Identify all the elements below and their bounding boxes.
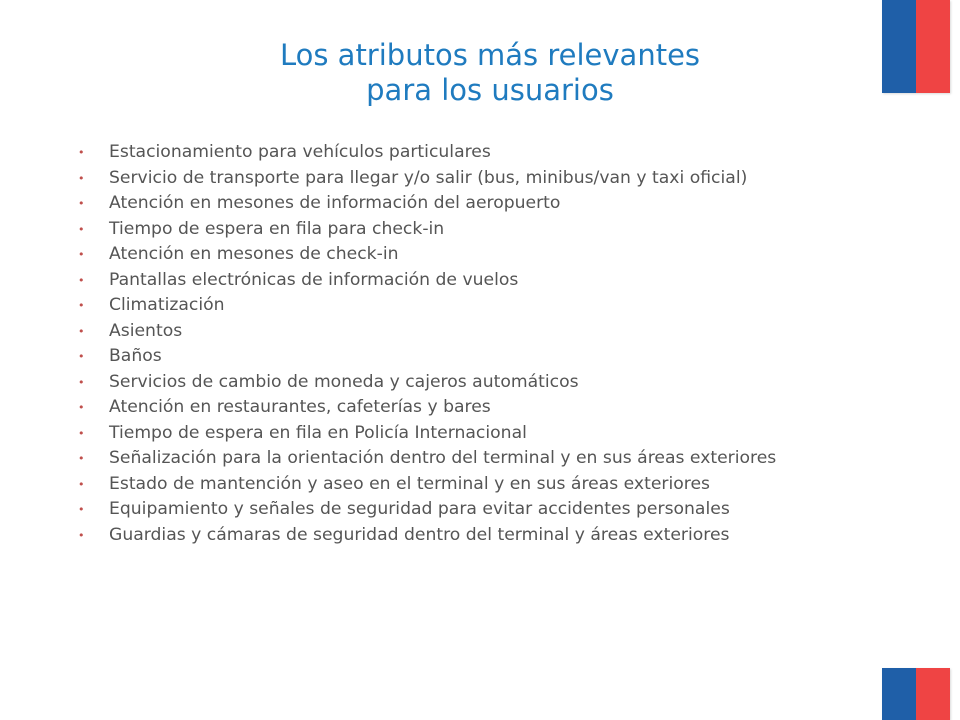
attribute-item [78, 191, 908, 217]
attribute-item [78, 319, 908, 345]
attribute-text: Baños [109, 346, 162, 366]
flag-red-band [916, 668, 950, 720]
attribute-item [78, 293, 908, 319]
attribute-text: Estacionamiento para vehículos particulares [109, 142, 491, 162]
attribute-text: Tiempo de espera en fila para check-in [109, 218, 445, 239]
attribute-item [78, 446, 908, 472]
bullet-icon: • [78, 299, 85, 312]
attribute-text: Señalización para la orientación dentro del terminal y en sus áreas exteriores [109, 448, 777, 468]
flag-red-band [916, 0, 950, 93]
bullet-icon: • [78, 503, 85, 516]
attribute-item [78, 370, 908, 396]
bullet-icon: • [78, 528, 85, 542]
attribute-text: Estado de mantención y aseo en el terminal y en sus áreas exteriores [109, 473, 710, 494]
slide-title-line-2: para los usuarios [366, 73, 614, 107]
flag-blue-band [882, 668, 916, 720]
bullet-icon: • [78, 324, 85, 338]
flag-blue-band [882, 0, 916, 93]
attribute-item [78, 217, 908, 243]
bullet-icon: • [78, 426, 85, 440]
attribute-item [78, 344, 908, 370]
attribute-text: Servicios de cambio de moneda y cajeros automáticos [109, 371, 579, 392]
bullet-icon: • [78, 375, 85, 389]
attribute-text: Tiempo de espera en fila en Policía Internacional [109, 422, 527, 443]
attribute-item [78, 497, 908, 523]
bullet-icon: • [78, 197, 85, 210]
chile-flag-stripe-top [882, 0, 950, 93]
attribute-item [78, 268, 908, 294]
bullet-icon: • [78, 248, 85, 261]
attribute-item [78, 140, 908, 166]
bullet-icon: • [78, 350, 85, 363]
attribute-text: Asientos [109, 320, 183, 341]
attribute-text: Atención en mesones de información del aeropuerto [109, 193, 561, 213]
chile-flag-stripe-bottom [882, 668, 950, 720]
attribute-text: Servicio de transporte para llegar y/o salir (bus, minibus/van y taxi oficial) [109, 167, 748, 188]
bullet-icon: • [78, 452, 85, 465]
attribute-item [78, 523, 908, 549]
bullet-icon: • [78, 401, 85, 414]
attributes-list [78, 140, 908, 548]
attribute-item [78, 421, 908, 447]
attribute-text: Guardias y cámaras de seguridad dentro del terminal y áreas exteriores [109, 524, 730, 545]
bullet-icon: • [78, 222, 85, 236]
bullet-icon: • [78, 273, 85, 287]
attribute-item [78, 395, 908, 421]
attribute-text: Climatización [109, 295, 225, 315]
attribute-item [78, 472, 908, 498]
attribute-text: Atención en mesones de check-in [109, 244, 399, 264]
attribute-item [78, 166, 908, 192]
attribute-item [78, 242, 908, 268]
slide-title-line-1: Los atributos más relevantes [279, 38, 701, 72]
bullet-icon: • [78, 146, 85, 159]
bullet-icon: • [78, 477, 85, 491]
attribute-text: Pantallas electrónicas de información de vuelos [109, 269, 519, 290]
attribute-text: Equipamiento y señales de seguridad para evitar accidentes personales [109, 499, 730, 519]
bullet-icon: • [78, 171, 85, 185]
attribute-text: Atención en restaurantes, cafeterías y bares [109, 397, 491, 417]
